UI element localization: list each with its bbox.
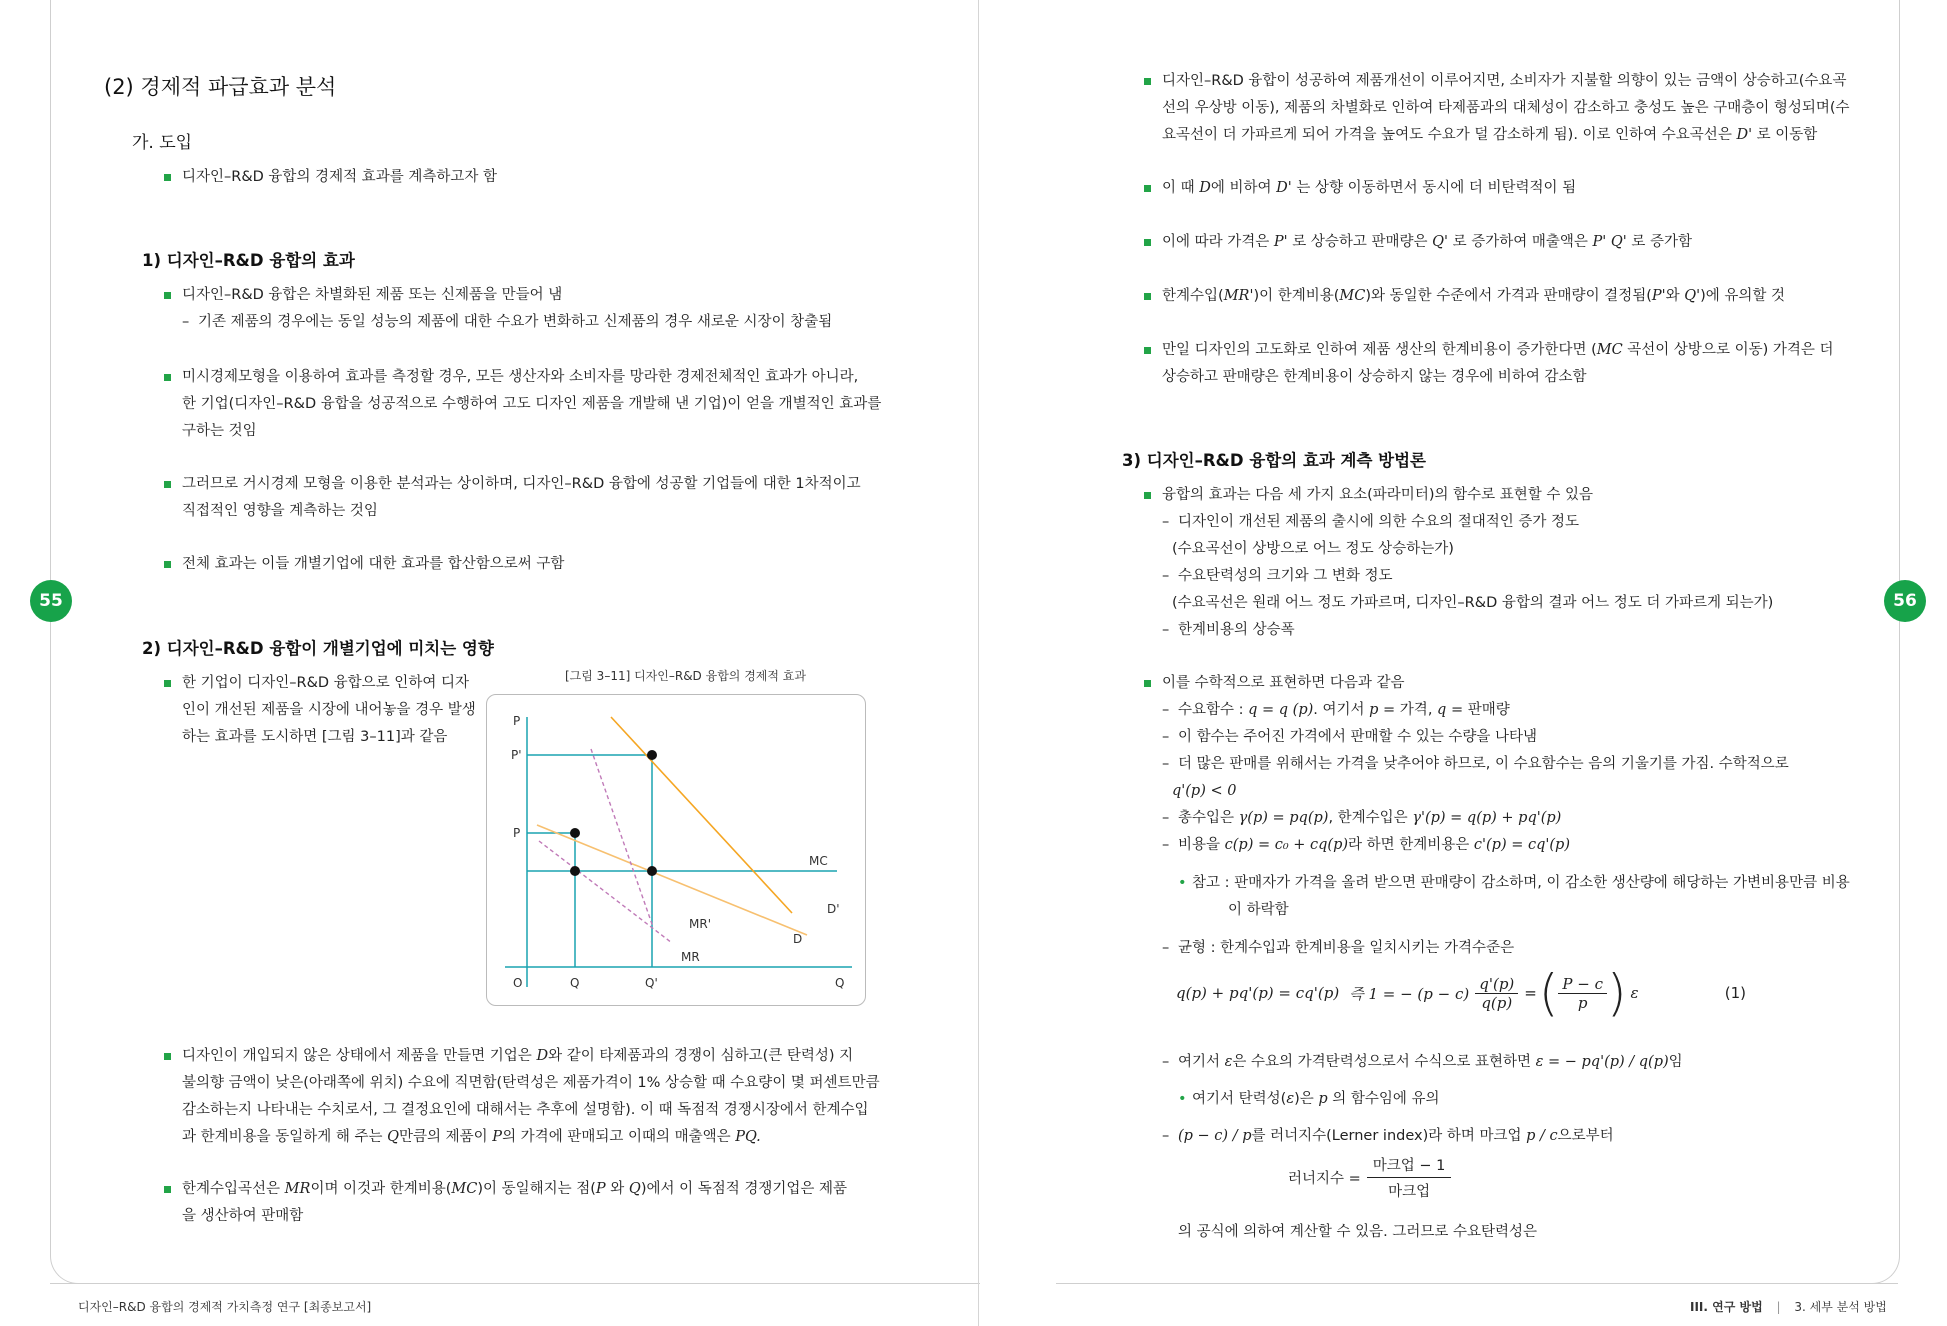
text-run: 한계수입( <box>1162 288 1224 304</box>
text-run: 은 수요의 가격탄력성으로서 수식으로 표현하면 <box>1232 1054 1536 1070</box>
bullet-text: 전체 효과는 이들 개별기업에 대한 효과를 합산함으로써 구함 <box>162 551 564 578</box>
text-run: 만일 디자인의 고도화로 인하여 제품 생산의 한계비용이 증가한다면 ( <box>1162 342 1597 358</box>
bullet-text <box>1142 229 1692 256</box>
fraction-numerator: q'(p) <box>1475 975 1518 994</box>
footer-separator: | <box>1776 1300 1781 1314</box>
equation-mid: 즉 1 = − (p − c) <box>1349 984 1470 1003</box>
equation-1 <box>1176 958 1796 1028</box>
text-run: )은 <box>1294 1091 1319 1107</box>
sub-item <box>1162 1049 1683 1076</box>
footer-right <box>1690 1298 1887 1315</box>
paragraph-block-r5 <box>1142 337 1833 391</box>
paragraph-block-4 <box>162 551 564 578</box>
epsilon-symbol: ε <box>1630 984 1639 1002</box>
fraction-numerator: P − c <box>1558 975 1607 994</box>
fraction-denominator: q(p) <box>1481 993 1513 1012</box>
text-run: 와 <box>1665 288 1685 304</box>
bullet-text: 융합의 효과는 다음 세 가지 요소(파라미터)의 함수로 표현할 수 있음 <box>1142 482 1773 509</box>
left-paren: ( <box>1538 964 1559 1022</box>
equilibrium-point-old <box>570 828 580 838</box>
text-run: 디자인이 개입되지 않은 상태에서 제품을 만들면 기업은 <box>182 1048 537 1064</box>
note-text <box>1176 1086 1440 1113</box>
math-term: ε <box>1224 1054 1233 1070</box>
math-term: PQ. <box>735 1129 761 1145</box>
paragraph-block-2 <box>162 364 881 445</box>
text-run: 이며 이것과 한계비용( <box>310 1181 452 1197</box>
paragraph-block-1 <box>162 282 832 336</box>
math-term: MC <box>451 1181 478 1197</box>
math-term: γ(p) = pq(p) <box>1238 810 1329 826</box>
bullet-continuation: 을 생산하여 판매함 <box>182 1208 304 1224</box>
bullet-text: 한 기업이 디자인–R&D 융합으로 인하여 디자 <box>162 670 476 697</box>
text-run: )에 유의할 것 <box>1700 288 1786 304</box>
math-term: D' <box>1276 180 1292 196</box>
lerner-lhs: 러너지수 = <box>1288 1171 1361 1187</box>
equals-sign: = <box>1524 984 1537 1002</box>
bullet-text <box>162 1176 847 1203</box>
page-number-left: 55 <box>30 580 72 622</box>
math-term: ε = − pq'(p) / q(p) <box>1535 1054 1669 1070</box>
text-run: 총수입은 <box>1178 810 1239 826</box>
equation-lhs: q(p) + pq'(p) = cq'(p) <box>1176 984 1340 1002</box>
math-term: Q <box>387 1129 400 1145</box>
text-run: , 한계수입은 <box>1328 810 1413 826</box>
intro-bullet <box>162 164 497 191</box>
text-run: 여기서 탄력성( <box>1192 1091 1287 1107</box>
bullet-continuation: 직접적인 영향을 계측하는 것임 <box>182 503 378 519</box>
equilibrium-point-new <box>647 750 657 760</box>
text-run: 로 상승하고 판매량은 <box>1287 234 1433 250</box>
subsection-heading-1: 1) 디자인–R&D 융합의 효과 <box>142 251 355 270</box>
demand-curve-d <box>537 825 807 935</box>
bullet-continuation: 불의향 금액이 낮은(아래쪽에 위치) 수요에 직면함(탄력성은 제품가격이 1% 상승할 때 수요량이 몇 퍼센트만큼 <box>182 1075 880 1091</box>
text-run: )이 동일해지는 점( <box>477 1181 596 1197</box>
text-run: 만큼의 제품이 <box>399 1129 493 1145</box>
sub-item <box>1162 805 1789 832</box>
footer-section: 3. 세부 분석 방법 <box>1794 1300 1887 1314</box>
fraction-numerator: 마크업 − 1 <box>1367 1152 1452 1178</box>
text-run: 한계수입곡선은 <box>182 1181 285 1197</box>
math-term: MR <box>284 1181 311 1197</box>
math-term: p / c <box>1526 1128 1558 1144</box>
paragraph-block-r2 <box>1142 175 1576 202</box>
mr-prime-curve <box>591 749 653 927</box>
math-term: P' <box>1651 288 1666 304</box>
elasticity-note <box>1176 1086 1440 1113</box>
paragraph-block-r7 <box>1142 670 1789 859</box>
text-run: 의 가격에 판매되고 이때의 매출액은 <box>502 1129 736 1145</box>
text-run: 임 <box>1668 1054 1683 1070</box>
paragraph-block-5 <box>162 670 476 751</box>
bullet-continuation: 구하는 것임 <box>182 423 257 439</box>
text-run: 비용을 <box>1178 837 1225 853</box>
fraction-denominator: p <box>1577 993 1588 1012</box>
sub-item <box>1162 832 1789 859</box>
equation-number: (1) <box>1724 984 1746 1002</box>
label-d: D <box>793 932 803 946</box>
text-run: 곡선이 상방으로 이동) 가격은 더 <box>1622 342 1834 358</box>
fraction-2 <box>1558 975 1607 1012</box>
economic-effect-figure <box>486 694 866 1006</box>
book-gutter <box>978 0 979 1326</box>
footer-rule-left <box>50 1283 895 1284</box>
math-term: q <box>1437 702 1447 718</box>
sub-item: – 한계비용의 상승폭 <box>1162 617 1773 644</box>
math-term: D' <box>1736 127 1753 143</box>
text-run: )이 한계비용( <box>1253 288 1340 304</box>
math-term: Q' <box>1684 288 1701 304</box>
bullet-text <box>1142 283 1785 310</box>
label-mc: MC <box>809 854 828 868</box>
label-origin: O <box>513 976 523 990</box>
paragraph-block-r4 <box>1142 283 1785 310</box>
mc-intersection-new <box>647 866 657 876</box>
text-run: 으로부터 <box>1557 1128 1614 1144</box>
bullet-text: 미시경제모형을 이용하여 효과를 측정할 경우, 모든 생산자와 소비자를 망라한 경제전체적인 효과가 아니라, <box>162 364 881 391</box>
note-continuation: 이 하락함 <box>1228 902 1289 918</box>
label-p: P <box>513 826 521 840</box>
bullet-continuation: 한 기업(디자인–R&D 융합을 성공적으로 수행하여 고도 디자인 제품을 개발해 낸 기업)이 얻을 개별적인 효과를 <box>182 396 882 412</box>
bullet-text: 디자인–R&D 융합이 성공하여 제품개선이 이루어지면, 소비자가 지불할 의향이 있는 금액이 상승하고(수요곡 <box>1142 68 1850 95</box>
footer-chapter: III. 연구 방법 <box>1690 1300 1763 1314</box>
sub-item-continuation: (수요곡선은 원래 어느 정도 가파르며, 디자인–R&D 융합의 결과 어느 정도 더 가파르게 되는가) <box>1172 595 1774 611</box>
text-run: 에 비하여 <box>1210 180 1277 196</box>
math-term: (p − c) / p <box>1178 1128 1252 1144</box>
bullet-text: 이를 수학적으로 표현하면 다음과 같음 <box>1142 670 1789 697</box>
text-run: 로 증가함 <box>1626 234 1692 250</box>
math-term: Q <box>628 1181 641 1197</box>
label-p-prime: P' <box>511 748 522 762</box>
math-term: ε <box>1286 1091 1295 1107</box>
sub-item-continuation: (수요곡선이 상방으로 어느 정도 상승하는가) <box>1172 541 1454 557</box>
text-run: 와 같이 타제품과의 경쟁이 심하고(큰 탄력성) 지 <box>548 1048 854 1064</box>
math-term: MC <box>1339 288 1366 304</box>
text-run: 수요함수 : <box>1178 702 1249 718</box>
sub-item <box>1162 1123 1614 1150</box>
text-run: = 판매량 <box>1446 702 1510 718</box>
sub-item: – 더 많은 판매를 위해서는 가격을 낮추어야 하므로, 이 수요함수는 음의 기울기를 가짐. 수학적으로 <box>1162 751 1789 778</box>
bullet-continuation: 선의 우상방 이동), 제품의 차별화로 인하여 타제품과의 대체성이 감소하고 충성도 높은 구매층이 형성되며(수 <box>1162 100 1850 116</box>
text-run: 과 한계비용을 동일하게 해 주는 <box>182 1129 388 1145</box>
label-q-prime: Q' <box>645 976 658 990</box>
bullet-continuation <box>162 1124 880 1151</box>
paragraph-block-r3 <box>1142 229 1692 256</box>
note-text: • 참고 : 판매자가 가격을 올려 받으면 판매량이 감소하며, 이 감소한 생산량에 해당하는 가변비용만큼 비용 <box>1176 870 1850 897</box>
text-run: 와 <box>605 1181 629 1197</box>
text-run: 로 이동함 <box>1752 127 1818 143</box>
bullet-continuation: 상승하고 판매량은 한계비용이 상승하지 않는 경우에 비하여 감소함 <box>1162 369 1587 385</box>
text-run: 라 하면 한계비용은 <box>1348 837 1474 853</box>
bullet-continuation <box>1142 122 1850 149</box>
right-paren: ) <box>1607 964 1627 1022</box>
bullet-text <box>162 1043 880 1070</box>
bullet-continuation: 하는 효과를 도시하면 [그림 3–11]과 같음 <box>182 729 448 745</box>
bullet-text <box>1142 175 1576 202</box>
math-term: Q' <box>1432 234 1449 250</box>
math-term: P <box>595 1181 606 1197</box>
label-p-axis: P <box>513 714 521 728</box>
label-mr: MR <box>681 950 700 964</box>
paragraph-block-r6 <box>1142 482 1773 644</box>
sub-item: – 수요탄력성의 크기와 그 변화 정도 <box>1162 563 1773 590</box>
sub-item <box>1162 697 1789 724</box>
label-mr-prime: MR' <box>689 917 711 931</box>
paragraph-block-6 <box>162 1043 880 1151</box>
intro-heading: 가. 도입 <box>132 133 193 153</box>
sub-item: – 균형 : 한계수입과 한계비용을 일치시키는 가격수준은 <box>1162 935 1514 962</box>
text-run: 로 증가하여 매출액은 <box>1448 234 1593 250</box>
bullet-text <box>1142 337 1833 364</box>
reference-note <box>1176 870 1850 924</box>
paragraph-block-r1 <box>1142 68 1850 149</box>
bullet-continuation: 인이 개선된 제품을 시장에 내어놓을 경우 발생 <box>182 702 476 718</box>
bullet-continuation: 감소하는지 나타내는 수치로서, 그 결정요인에 대해서는 추후에 설명함). 이 때 독점적 경쟁시장에서 한계수입 <box>182 1102 869 1118</box>
sub-item: – 디자인이 개선된 제품의 출시에 의한 수요의 절대적인 증가 정도 <box>1162 509 1773 536</box>
fraction-1 <box>1475 975 1518 1012</box>
paragraph-block-3 <box>162 471 861 525</box>
text-run: 요곡선이 더 가파르게 되어 가격을 높여도 수요가 덜 감소하게 됨). 이로 인하여 수요곡선은 <box>1162 127 1737 143</box>
bullet-text: 디자인–R&D 융합의 경제적 효과를 계측하고자 함 <box>162 164 497 191</box>
label-q-axis: Q <box>835 976 845 990</box>
text-run: 여기서 <box>1178 1054 1225 1070</box>
math-term: MR' <box>1223 288 1254 304</box>
math-term: P <box>492 1129 503 1145</box>
section-title: (2) 경제적 파급효과 분석 <box>104 75 337 99</box>
text-run: = 가격, <box>1378 702 1438 718</box>
math-line: q'(p) < 0 <box>1172 783 1237 799</box>
bullet-text: 그러므로 거시경제 모형을 이용한 분석과는 상이하며, 디자인–R&D 융합에 성공할 기업들에 대한 1차적이고 <box>162 471 861 498</box>
text-run: 를 러너지수(Lerner index)라 하며 마크업 <box>1251 1128 1527 1144</box>
paragraph-block-7 <box>162 1176 847 1230</box>
math-term: P' Q' <box>1592 234 1627 250</box>
sub-item: – 기존 제품의 경우에는 동일 성능의 제품에 대한 수요가 변화하고 신제품의 경우 새로운 시장이 창출됨 <box>182 309 832 336</box>
lerner-fraction <box>1367 1152 1452 1203</box>
math-term: P' <box>1273 234 1288 250</box>
footer-left: 디자인–R&D 융합의 경제적 가치측정 연구 [최종보고서] <box>78 1300 372 1314</box>
mc-intersection-old <box>570 866 580 876</box>
subsection-heading-3: 3) 디자인–R&D 융합의 효과 계측 방법론 <box>1122 451 1426 470</box>
paragraph-block-r8 <box>1162 1049 1683 1076</box>
math-term: D <box>536 1048 549 1064</box>
text-run: 이에 따라 가격은 <box>1162 234 1274 250</box>
text-run: )에서 이 독점적 경쟁기업은 제품 <box>640 1181 847 1197</box>
fraction-denominator: 마크업 <box>1388 1184 1431 1200</box>
math-term: D <box>1199 180 1211 196</box>
text-run: . 여기서 <box>1313 702 1370 718</box>
economic-effect-graph <box>487 695 867 1007</box>
label-d-prime: D' <box>827 902 840 916</box>
paragraph-block-r10: 의 공식에 의하여 계산할 수 있음. 그러므로 수요탄력성은 <box>1178 1224 1538 1240</box>
page-number-right: 56 <box>1884 580 1926 622</box>
text-run: 의 함수임에 유의 <box>1327 1091 1440 1107</box>
footer-rule-right <box>1058 1283 1898 1284</box>
subsection-heading-2: 2) 디자인–R&D 융합이 개별기업에 미치는 영향 <box>142 639 494 658</box>
text-run: 는 상향 이동하면서 동시에 더 비탄력적이 됨 <box>1291 180 1577 196</box>
paragraph-block-r9 <box>1162 1123 1614 1150</box>
bullet-text: 디자인–R&D 융합은 차별화된 제품 또는 신제품을 만들어 냄 <box>162 282 832 309</box>
label-q: Q <box>570 976 580 990</box>
math-term: q = q (p) <box>1248 702 1314 718</box>
math-term: p <box>1369 702 1379 718</box>
sub-item: – 이 함수는 주어진 가격에서 판매할 수 있는 수량을 나타냄 <box>1162 724 1789 751</box>
text-run: 이 때 <box>1162 180 1200 196</box>
math-term: p <box>1318 1091 1328 1107</box>
lerner-formula <box>1288 1152 1451 1203</box>
math-term: MC <box>1596 342 1623 358</box>
text-run: )와 동일한 수준에서 가격과 판매량이 결정됨( <box>1365 288 1652 304</box>
math-term: c'(p) = cq'(p) <box>1473 837 1570 853</box>
math-term: c(p) = c₀ + cq(p) <box>1224 837 1349 853</box>
math-term: γ'(p) = q(p) + pq'(p) <box>1412 810 1562 826</box>
figure-caption: [그림 3–11] 디자인–R&D 융합의 경제적 효과 <box>565 669 806 683</box>
